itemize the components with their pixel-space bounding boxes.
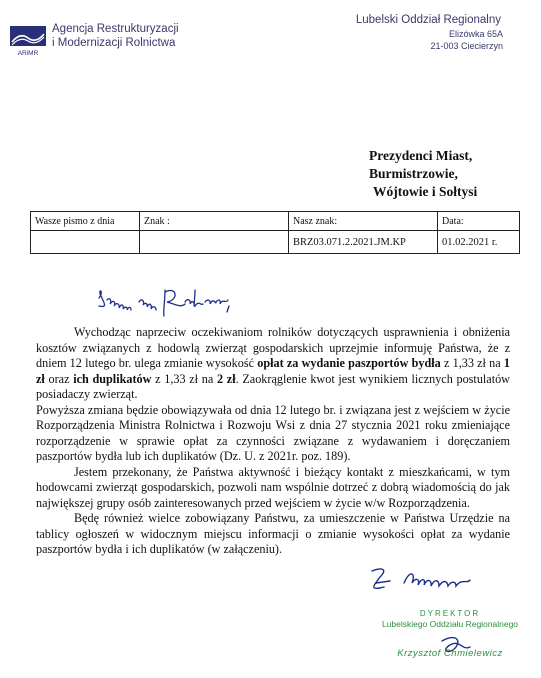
reference-value-row: [31, 231, 520, 254]
ref-value-our-sign: BRZ03.071.2.2021.JM.KP: [289, 231, 438, 254]
ref-header-sign: Znak :: [140, 212, 289, 231]
ref-header-date: Data:: [438, 212, 520, 231]
paragraph-3: Jestem przekonany, że Państwa aktywność i bieżący kontakt z mieszkańcami, w tym hodowcami zwierząt gospodarskich, pozwoli nam wspólnie dotrzeć z dobrą wiadomością do jak największej grupy osób zainteresowanych przed wejściem w życie w/w Rozporządzenia.: [36, 464, 510, 510]
p1-text: z 1,33 zł na: [440, 356, 504, 370]
agency-name-line1: Agencja Restrukturyzacji: [52, 23, 179, 35]
p1-bold-duplicates: ich duplikatów: [73, 371, 152, 386]
reference-table: [30, 211, 520, 254]
p1-bold-amount: 1 zł: [36, 356, 510, 386]
handwritten-salutation: [95, 282, 275, 322]
stamp-title: DYREKTOR: [419, 609, 481, 618]
recipients-block: [369, 147, 529, 201]
paragraph-4: Będę również wielce zobowiązany Państwu, za umieszczenie w Państwa Urzędzie na tablicy ogłoszeń w widocznym miejscu informacji o zmianie wysokości opłat za wydanie paszportów bydła i ich duplikatów (w załączeniu).: [36, 511, 510, 556]
letter-body: [36, 325, 510, 558]
p1-text: Wychodząc naprzeciw oczekiwaniom rolników dotyczących usprawnienia i obniżenia kosztów związanych z hodowlą zwierząt gospodarskich uprzejmie informuję Państwa, że z dniem 12 lutego br. ulega zmianie wysokość: [36, 325, 510, 370]
ref-header-your-letter: Wasze pismo z dnia: [31, 212, 140, 231]
paragraph-2: Powyższa zmiana będzie obowiązywała od dnia 12 lutego br. i związana jest z wejściem w życie Rozporządzenia Ministra Rolnictwa i Rozwoju Wsi z dnia 27 stycznia 2021 roku zmieniające rozporządzenie w sprawie opłat za czynności związane z wydawaniem i doręczaniem paszportów bydła lub ich duplikatów (Dz. U. z 2021r. poz. 189).: [36, 402, 510, 463]
ref-value-sign: [140, 231, 289, 254]
stamp-office: Lubelskiego Oddziału Regionalnego: [381, 619, 519, 629]
ref-header-our-sign: Nasz znak:: [289, 212, 438, 231]
paragraph-1: [36, 325, 510, 403]
recipient-line: Wójtowie i Sołtysi: [373, 184, 478, 199]
director-stamp: [375, 608, 525, 659]
recipient-line: Burmistrzowie,: [369, 166, 458, 181]
p1-text: z 1,33 zł na: [151, 371, 217, 386]
office-street: Elizówka 65A: [448, 29, 503, 39]
agency-logo: [10, 24, 46, 58]
p1-text: . Zaokrąglenie kwot jest wynikiem licznych postulatów posiadaczy zwierząt.: [36, 371, 510, 401]
p1-bold-amount: 2 zł: [216, 371, 236, 386]
recipient-line: Prezydenci Miast,: [369, 148, 473, 163]
stamp-name: Krzysztof Chmielewicz: [397, 648, 503, 659]
agency-name-line2: i Modernizacji Rolnictwa: [52, 37, 176, 49]
p1-bold-fee: opłat za wydanie paszportów bydła: [257, 356, 441, 370]
agency-name: [52, 22, 222, 50]
ref-value-date: 01.02.2021 r.: [438, 231, 520, 254]
p1-text: oraz: [44, 371, 74, 386]
office-city: 21-003 Ciecierzyn: [430, 41, 503, 51]
regional-office-block: [356, 12, 501, 52]
regional-office-name: Lubelski Oddział Regionalny: [355, 14, 501, 26]
logo-text: ARiMR: [17, 50, 39, 57]
reference-header-row: [31, 212, 520, 231]
ref-value-your-letter: [31, 231, 140, 254]
